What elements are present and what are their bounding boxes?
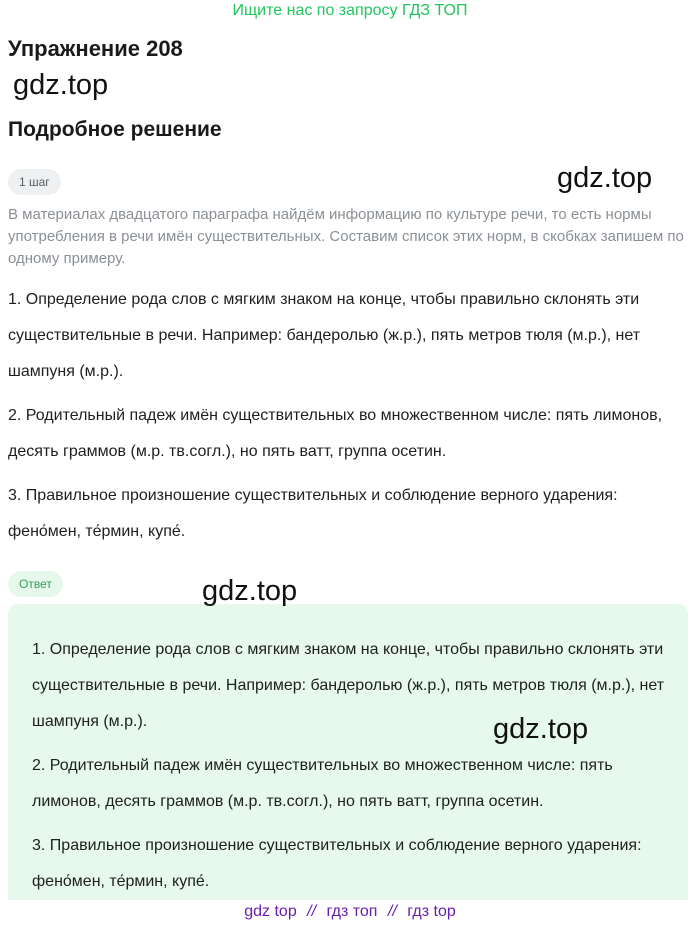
step-badge: 1 шаг	[8, 169, 61, 195]
answer-paragraph: 2. Родительный падеж имён существительных во множественном числе: пять лимонов, десять граммов (м.р. тв.согл.), но пять ватт, группа осетин.	[32, 757, 613, 810]
top-banner: Ищите нас по запросу ГДЗ ТОП	[232, 2, 468, 19]
solution-title: Подробное решение	[8, 118, 222, 141]
footer-separator: //	[387, 903, 397, 920]
watermark-gdz-top: gdz.top	[202, 575, 298, 607]
solution-intro: В материалах двадцатого параграфа найдём информацию по культуре речи, то есть нормы употребления в речи имён существительных. Составим список этих норм, в скобках запишем по одному примеру.	[8, 206, 684, 267]
watermark-gdz-top: gdz.top	[557, 162, 653, 194]
footer-link[interactable]: гдз top	[407, 903, 456, 920]
answer-paragraph: 1. Определение рода слов с мягким знаком на конце, чтобы правильно склонять эти существительные в речи. Например: бандеролью (ж.р.), пять метров тюля (м.р.), нет шампуня (м.р.).	[32, 641, 665, 730]
footer-link[interactable]: гдз топ	[326, 903, 378, 920]
solution-paragraph: 1. Определение рода слов с мягким знаком на конце, чтобы правильно склонять эти существительные в речи. Например: бандеролью (ж.р.), пять метров тюля (м.р.), нет шампуня (м.р.).	[8, 291, 641, 380]
answer-badge: Ответ	[8, 571, 63, 597]
answer-body	[32, 632, 672, 908]
solution-paragraph: 3. Правильное произношение существительных и соблюдение верного ударения: фено́мен, те́рмин, купе́.	[8, 487, 618, 540]
footer-links	[0, 903, 700, 921]
footer-link[interactable]: gdz top	[244, 903, 297, 920]
watermark-gdz-top: gdz.top	[493, 713, 589, 745]
footer-separator: //	[307, 903, 317, 920]
answer-paragraph: 3. Правильное произношение существительных и соблюдение верного ударения: фено́мен, те́рмин, купе́.	[32, 837, 642, 890]
answer-box	[8, 604, 688, 900]
exercise-title: Упражнение 208	[8, 36, 183, 61]
watermark-gdz-top: gdz.top	[13, 69, 109, 101]
solution-body	[8, 282, 688, 558]
solution-paragraph: 2. Родительный падеж имён существительных во множественном числе: пять лимонов, десять граммов (м.р. тв.согл.), но пять ватт, группа осетин.	[8, 407, 663, 460]
